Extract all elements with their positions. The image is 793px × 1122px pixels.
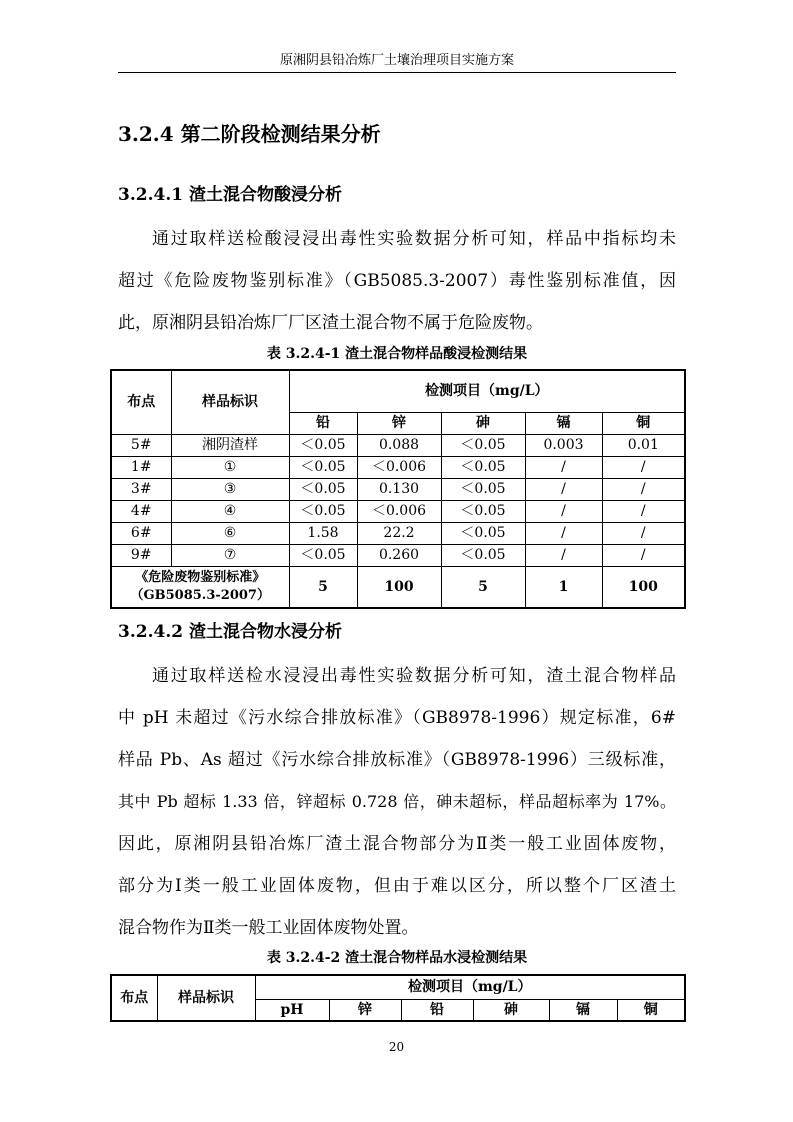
table1-item-arsenic: 砷 — [441, 412, 525, 434]
table-cell: ＜0.05 — [289, 434, 357, 456]
page-number: 20 — [388, 1040, 405, 1054]
table1-group-header: 检测项目（mg/L） — [289, 370, 685, 412]
table-cell: / — [525, 522, 602, 544]
table-cell: ③ — [171, 478, 289, 500]
sub2-line-1: 通过取样送检水浸浸出毒性实验数据分析可知，渣土混合物样品 — [152, 666, 676, 686]
table2-header-row — [111, 975, 685, 999]
table-cell: 1 — [525, 566, 602, 608]
table-cell: ⑥ — [171, 522, 289, 544]
running-header: 原湘阴县铅冶炼厂土壤治理项目实施方案 — [279, 53, 514, 68]
table-cell: 0.260 — [357, 544, 441, 566]
table-cell: 6# — [111, 522, 171, 544]
table-cell: 5 — [289, 566, 357, 608]
table-cell: ＜0.05 — [441, 456, 525, 478]
table-row — [111, 544, 685, 566]
table2-group-header: 检测项目（mg/L） — [255, 975, 685, 999]
table-cell: ＜0.05 — [289, 456, 357, 478]
table1-item-zinc: 锌 — [357, 412, 441, 434]
table1-item-cadmium: 镉 — [525, 412, 602, 434]
table-cell: / — [525, 500, 602, 522]
table1-item-lead: 铅 — [289, 412, 357, 434]
table-cell: 0.130 — [357, 478, 441, 500]
table1-standard-label-line1: 《危险废物鉴别标准》 — [135, 569, 266, 585]
table2 — [110, 974, 686, 1022]
table-cell: 100 — [602, 566, 685, 608]
table-cell: / — [602, 500, 685, 522]
section-heading: 3.2.4 第二阶段检测结果分析 — [118, 122, 381, 146]
table-cell: ＜0.05 — [441, 434, 525, 456]
sub1-line-3: 此，原湘阴县铅冶炼厂厂区渣土混合物不属于危险废物。 — [118, 313, 543, 333]
sub2-line-7: 混合物作为Ⅱ类一般工业固体废物处置。 — [118, 918, 419, 938]
table-cell: / — [525, 456, 602, 478]
table1-standard-label-line2: （GB5085.3-2007） — [130, 587, 270, 603]
table-cell: ① — [171, 456, 289, 478]
table-cell: 5 — [441, 566, 525, 608]
table-cell: ＜0.05 — [289, 478, 357, 500]
table-cell: 100 — [357, 566, 441, 608]
table-cell: ＜0.05 — [289, 544, 357, 566]
table-cell: / — [602, 456, 685, 478]
table2-item-ph: pH — [255, 999, 329, 1021]
table2-caption: 表 3.2.4-2 渣土混合物样品水浸检测结果 — [266, 950, 528, 966]
table-cell: 22.2 — [357, 522, 441, 544]
table2-item-cadmium: 镉 — [549, 999, 617, 1021]
table-cell: 5# — [111, 434, 171, 456]
table-cell: ＜0.006 — [357, 500, 441, 522]
sub2-paragraph — [118, 655, 676, 949]
table-cell: 9# — [111, 544, 171, 566]
table-cell: ＜0.006 — [357, 456, 441, 478]
table-cell: 3# — [111, 478, 171, 500]
table1-item-copper: 铜 — [602, 412, 685, 434]
table-cell: ＜0.05 — [441, 500, 525, 522]
sub1-heading: 3.2.4.1 渣土混合物酸浸分析 — [118, 185, 342, 205]
table-cell: 0.01 — [602, 434, 685, 456]
sub2-line-2: 中 pH 未超过《污水综合排放标准》（GB8978-1996）规定标准，6# — [118, 708, 676, 728]
table-cell: 1# — [111, 456, 171, 478]
header-rule — [118, 72, 676, 73]
table1 — [110, 369, 686, 609]
table-cell: / — [602, 478, 685, 500]
sub2-line-6: 部分为Ⅰ类一般工业固体废物，但由于难以区分，所以整个厂区渣土 — [118, 876, 676, 896]
table-row — [111, 522, 685, 544]
table-cell: ＜0.05 — [441, 522, 525, 544]
table-row — [111, 478, 685, 500]
sub1-line-2: 超过《危险废物鉴别标准》（GB5085.3-2007）毒性鉴别标准值，因 — [118, 271, 676, 291]
table-cell: / — [525, 478, 602, 500]
table1-col-sample: 样品标识 — [171, 370, 289, 434]
table-cell: / — [525, 544, 602, 566]
table-cell: ＜0.05 — [441, 544, 525, 566]
table-cell: ④ — [171, 500, 289, 522]
table-cell: 4# — [111, 500, 171, 522]
sub2-line-3: 样品 Pb、As 超过《污水综合排放标准》（GB8978-1996）三级标准， — [118, 750, 676, 770]
table1-standard-label — [111, 566, 289, 608]
table-row — [111, 500, 685, 522]
table2-col-sample: 样品标识 — [157, 975, 255, 1021]
table-cell: 1.58 — [289, 522, 357, 544]
table-cell: 0.003 — [525, 434, 602, 456]
table-cell: ＜0.05 — [289, 500, 357, 522]
table-cell: / — [602, 522, 685, 544]
table1-caption: 表 3.2.4-1 渣土混合物样品酸浸检测结果 — [266, 346, 528, 362]
sub2-heading: 3.2.4.2 渣土混合物水浸分析 — [118, 622, 342, 642]
sub2-line-5: 因此，原湘阴县铅冶炼厂渣土混合物部分为Ⅱ类一般工业固体废物， — [118, 834, 676, 854]
table-cell: 0.088 — [357, 434, 441, 456]
table1-col-point: 布点 — [111, 370, 171, 434]
table2-item-lead: 铅 — [401, 999, 473, 1021]
sub2-line-4: 其中 Pb 超标 1.33 倍，锌超标 0.728 倍，砷未超标，样品超标率为 17%。 — [118, 792, 676, 811]
table2-item-zinc: 锌 — [329, 999, 401, 1021]
table-row — [111, 434, 685, 456]
table1-header-row — [111, 370, 685, 412]
table-cell: 湘阴渣样 — [171, 434, 289, 456]
table-cell: ⑦ — [171, 544, 289, 566]
table2-col-point: 布点 — [111, 975, 157, 1021]
table2-item-arsenic: 砷 — [473, 999, 549, 1021]
sub1-line-1: 通过取样送检酸浸浸出毒性实验数据分析可知，样品中指标均未 — [152, 229, 676, 249]
table1-standard-row — [111, 566, 685, 608]
table-row — [111, 456, 685, 478]
sub1-paragraph — [118, 218, 676, 344]
table2-item-copper: 铜 — [617, 999, 685, 1021]
table-cell: ＜0.05 — [441, 478, 525, 500]
table-cell: / — [602, 544, 685, 566]
